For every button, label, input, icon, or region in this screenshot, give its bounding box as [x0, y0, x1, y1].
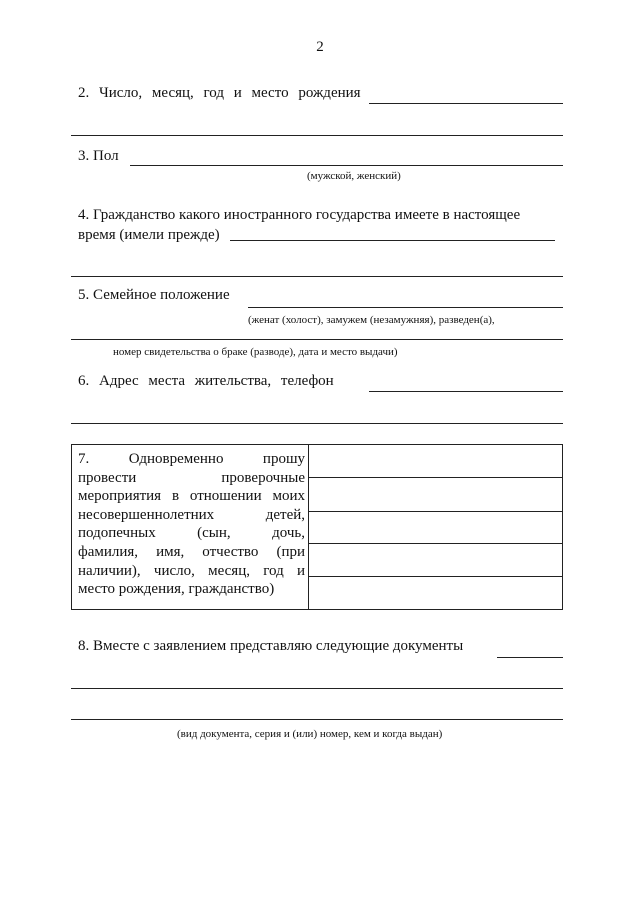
field-8-input-line-3[interactable] — [71, 719, 563, 720]
field-7-cell-5[interactable] — [309, 577, 562, 609]
field-4-label-line2: время (имели прежде) — [78, 227, 220, 243]
field-2-input-line-2[interactable] — [71, 135, 563, 136]
field-3-label: 3. Пол — [78, 148, 119, 164]
field-6-label: 6. Адрес места жительства, телефон — [78, 373, 334, 389]
field-4-input-line[interactable] — [230, 240, 555, 241]
field-7-line: место рождения, гражданство) — [78, 581, 275, 598]
field-3-input-line[interactable] — [130, 165, 563, 166]
field-7-line: фамилия, имя, отчество (при — [78, 543, 305, 560]
field-7-line: наличии), число, месяц, год и — [78, 562, 305, 579]
field-7-cell-4[interactable] — [309, 544, 562, 576]
field-8-label: 8. Вместе с заявлением представляю следующие документы — [78, 638, 464, 654]
field-7-line: несовершеннолетних детей, — [78, 506, 305, 523]
field-7-line: мероприятия в отношении моих — [78, 488, 305, 505]
field-7-line: 7. Одновременно прошу — [78, 451, 305, 467]
field-8-input-line[interactable] — [497, 657, 563, 658]
field-5-label: 5. Семейное положение — [78, 287, 230, 303]
field-4-input-line-2[interactable] — [71, 276, 563, 277]
field-2-input-line[interactable] — [369, 103, 563, 104]
field-7-cell-1[interactable] — [309, 445, 562, 477]
field-5-hint-1: (женат (холост), замужем (незамужняя), разведен(а), — [248, 314, 495, 326]
field-7-box — [71, 444, 563, 610]
field-7-cell-2[interactable] — [309, 478, 562, 511]
field-3-hint: (мужской, женский) — [307, 170, 401, 182]
field-6-input-line[interactable] — [369, 391, 563, 392]
page-number: 2 — [316, 39, 324, 55]
field-7-line: провести проверочные — [78, 469, 305, 486]
field-4-label-line1: 4. Гражданство какого иностранного государства имеете в настоящее — [78, 207, 521, 223]
field-5-hint-2: номер свидетельства о браке (разводе), дата и место выдачи) — [113, 346, 398, 358]
field-8-input-line-2[interactable] — [71, 688, 563, 689]
field-7-label — [78, 450, 305, 599]
field-5-input-line[interactable] — [248, 307, 563, 308]
field-8-hint: (вид документа, серия и (или) номер, кем и когда выдан) — [177, 728, 443, 740]
field-6-input-line-2[interactable] — [71, 423, 563, 424]
field-7-line: подопечных (сын, дочь, — [78, 525, 305, 542]
field-5-input-line-2[interactable] — [71, 339, 563, 340]
field-2-label: 2. Число, месяц, год и место рождения — [78, 85, 361, 101]
field-7-cell-3[interactable] — [309, 512, 562, 543]
